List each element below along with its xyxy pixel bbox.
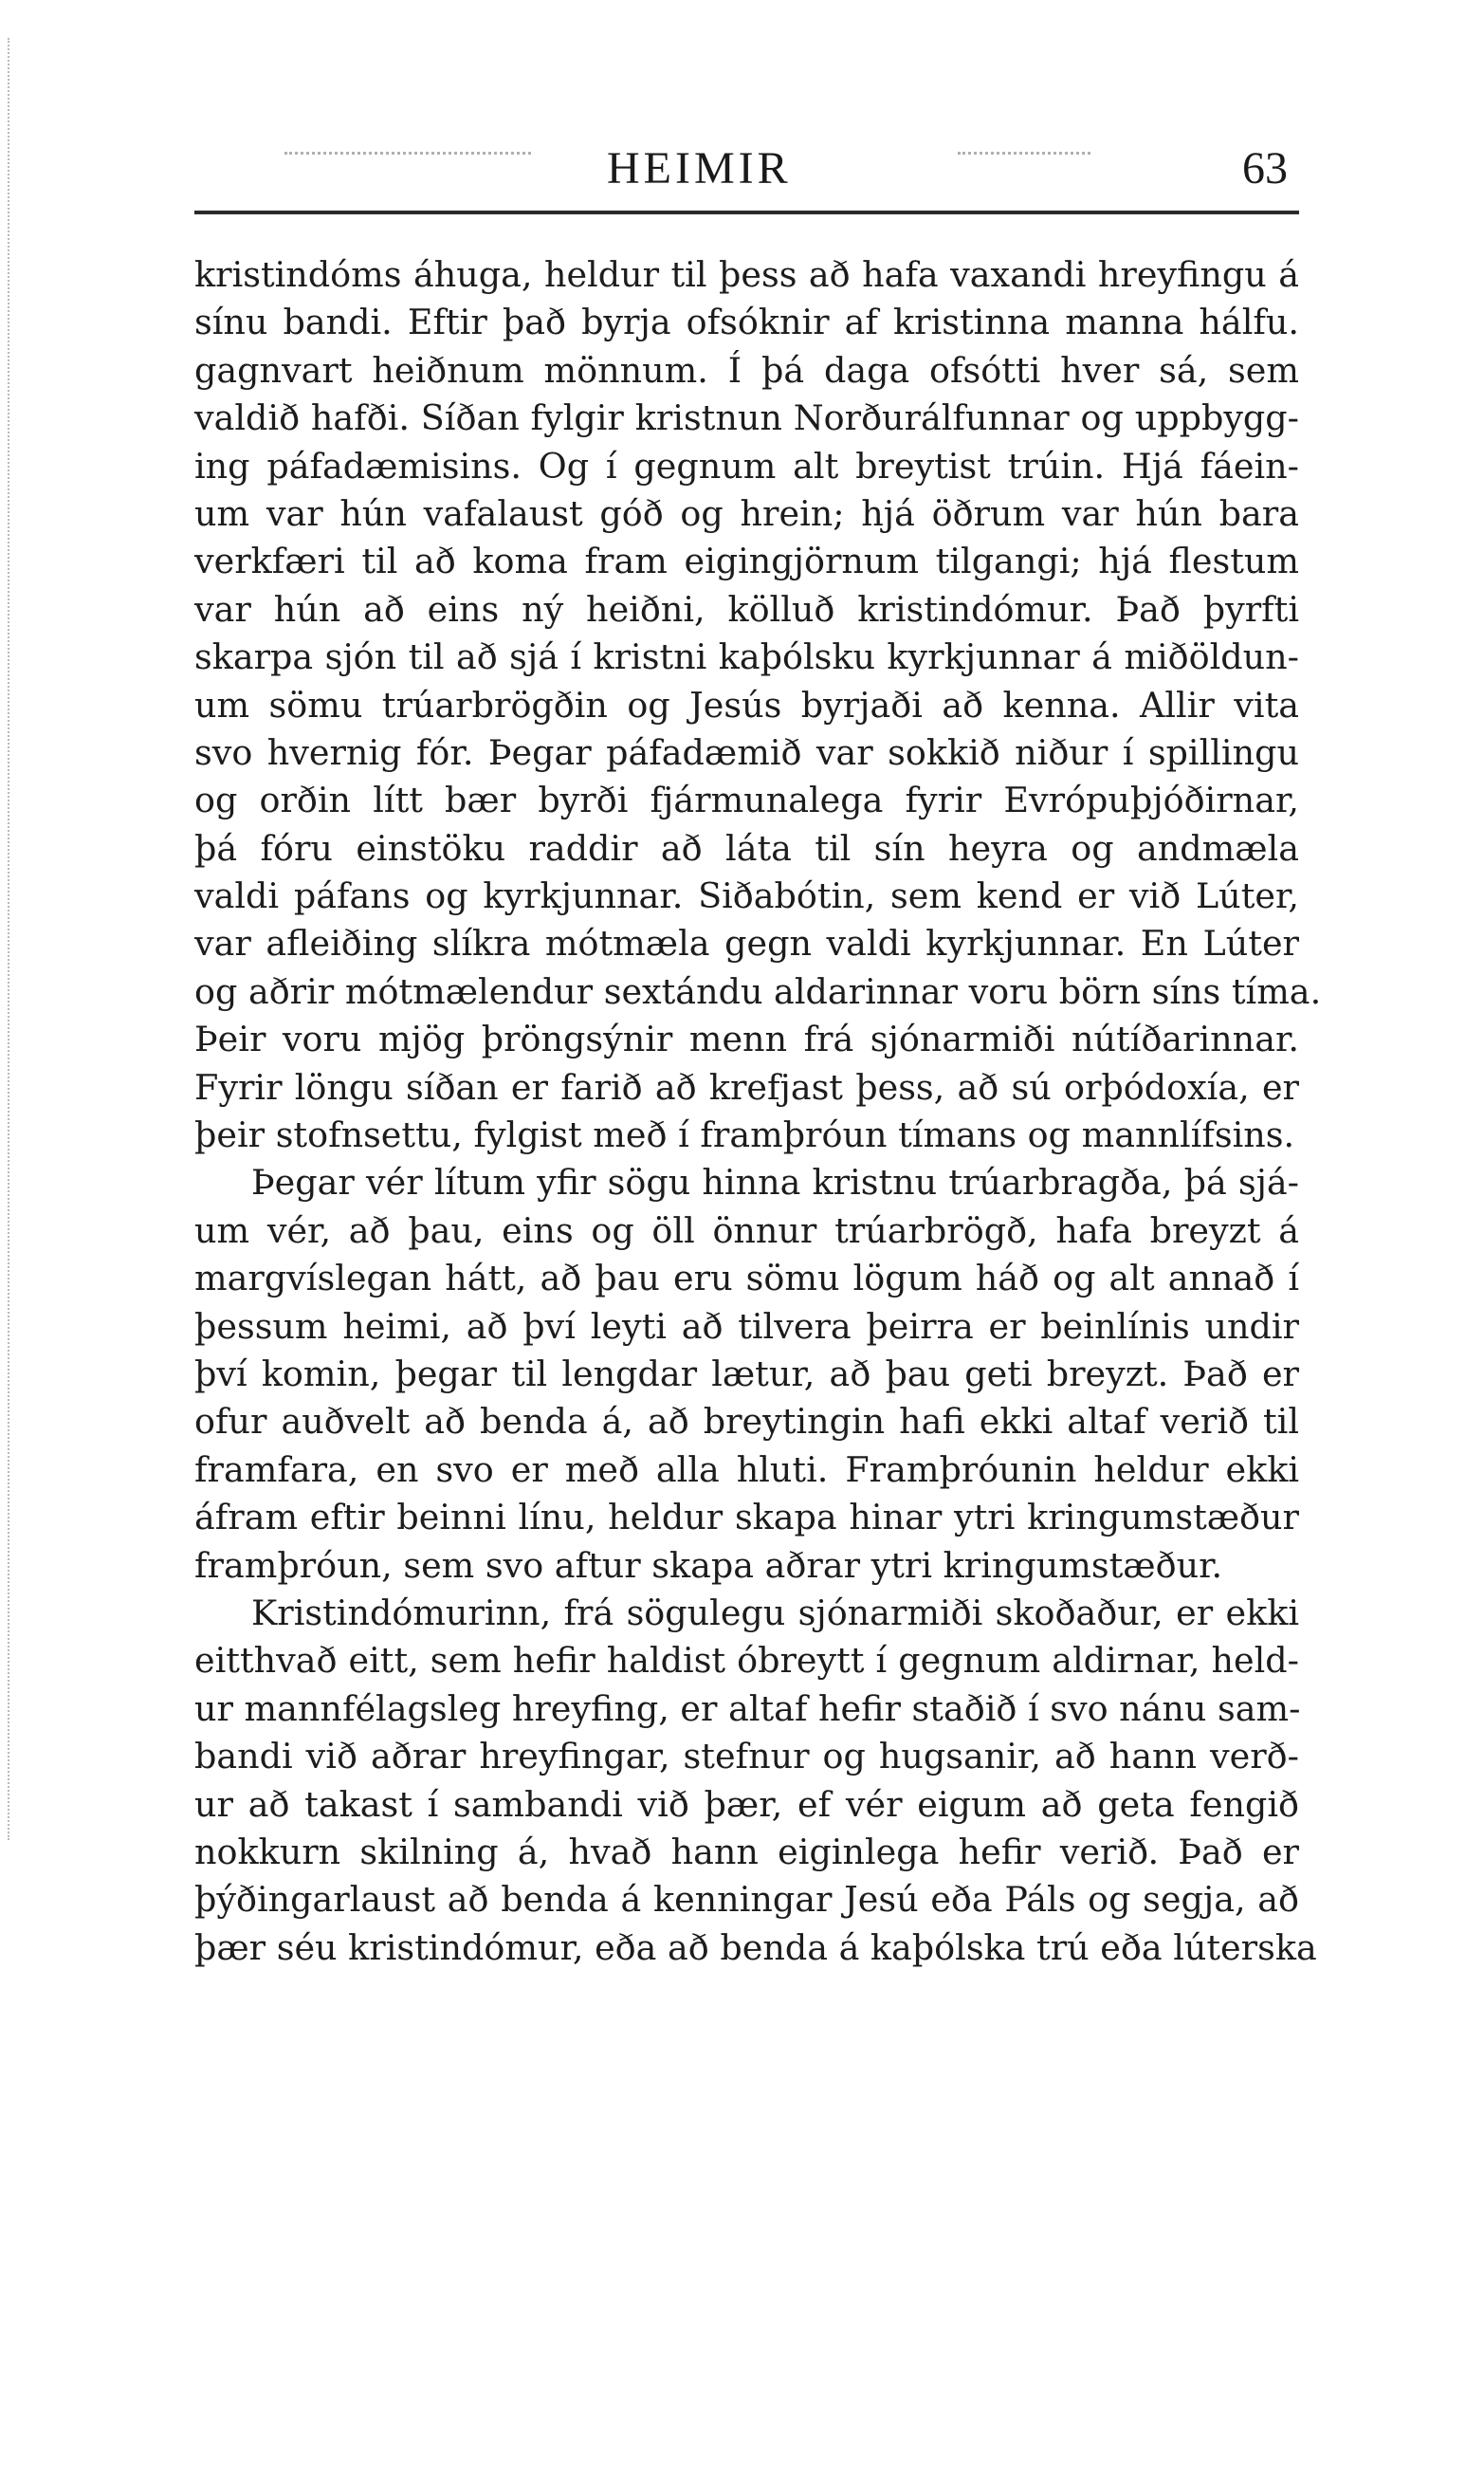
text-line: framþróun, sem svo aftur skapa aðrar ytri kringumstæður. bbox=[194, 1544, 1223, 1586]
text-line: áfram eftir beinni línu, heldur skapa hinar ytri kringumstæður bbox=[194, 1497, 1299, 1538]
text-line: og aðrir mótmælendur sextándu aldarinnar voru börn síns tíma. bbox=[194, 970, 1322, 1012]
text-line: var afleiðing slíkra mótmæla gegn valdi kyrkjunnar. En Lúter bbox=[194, 923, 1299, 965]
text-line: eitthvað eitt, sem hefir haldist óbreytt í gegnum aldirnar, held- bbox=[194, 1640, 1299, 1682]
text-line: valdið hafði. Síðan fylgir kristnun Norðurálfunnar og uppbygg- bbox=[194, 397, 1299, 439]
text-line: ur mannfélagsleg hreyfing, er altaf hefir staðið í svo nánu sam- bbox=[194, 1687, 1301, 1729]
text-line: um var hún vafalaust góð og hrein; hjá öðrum var hún bara bbox=[194, 492, 1299, 534]
text-line: og orðin lítt bær byrði fjármunalega fyrir Evrópuþjóðirnar, bbox=[194, 780, 1299, 821]
text-line: ing páfadæmisins. Og í gegnum alt breytist trúin. Hjá fáein- bbox=[194, 445, 1299, 487]
text-line: ur að takast í sambandi við þær, ef vér eigum að geta fengið bbox=[194, 1783, 1299, 1825]
text-line: nokkurn skilning á, hvað hann eiginlega hefir verið. Það er bbox=[194, 1831, 1299, 1872]
text-line: valdi páfans og kyrkjunnar. Siðabótin, sem kend er við Lúter, bbox=[194, 875, 1299, 917]
text-line: kristindóms áhuga, heldur til þess að hafa vaxandi hreyfingu á bbox=[194, 254, 1299, 295]
text-line: ofur auðvelt að benda á, að breytingin hafi ekki altaf verið til bbox=[194, 1401, 1299, 1443]
text-line: sínu bandi. Eftir það byrja ofsóknir af kristinna manna hálfu. bbox=[194, 302, 1299, 343]
page-edge-shadow bbox=[8, 38, 11, 1840]
text-line: svo hvernig fór. Þegar páfadæmið var sokkið niður í spillingu bbox=[194, 731, 1299, 773]
text-line: var hún að eins ný heiðni, kölluð kristindómur. Það þyrfti bbox=[194, 588, 1299, 630]
text-line: margvíslegan hátt, að þau eru sömu lögum háð og alt annað í bbox=[194, 1258, 1299, 1299]
text-line: því komin, þegar til lengdar lætur, að þau geti breyzt. Það er bbox=[194, 1353, 1299, 1394]
paragraph-first-line: Þegar vér lítum yfir sögu hinna kristnu trúarbragða, þá sjá- bbox=[251, 1162, 1299, 1204]
text-line: gagnvart heiðnum mönnum. Í þá daga ofsótti hver sá, sem bbox=[194, 349, 1299, 391]
text-line: skarpa sjón til að sjá í kristni kaþólsku kyrkjunnar á miðöldun- bbox=[194, 636, 1299, 678]
text-line: þeir stofnsettu, fylgist með í framþróun tímans og mannlífsins. bbox=[194, 1114, 1295, 1156]
text-line: um sömu trúarbrögðin og Jesús byrjaði að kenna. Allir vita bbox=[194, 684, 1299, 726]
text-line: Þeir voru mjög þröngsýnir menn frá sjónarmiði nútíðarinnar. bbox=[194, 1019, 1299, 1060]
text-line: framfara, en svo er með alla hluti. Framþróunin heldur ekki bbox=[194, 1448, 1299, 1490]
text-line: þá fóru einstöku raddir að láta til sín heyra og andmæla bbox=[194, 827, 1299, 869]
page-number: 63 bbox=[1242, 143, 1288, 193]
header-ornament-right bbox=[958, 152, 1090, 155]
text-line: verkfæri til að koma fram eigingjörnum tilgangi; hjá flestum bbox=[194, 541, 1299, 582]
header-rule bbox=[194, 211, 1299, 214]
text-line: Fyrir löngu síðan er farið að krefjast þess, að sú orþódoxía, er bbox=[194, 1066, 1299, 1108]
text-line: bandi við aðrar hreyfingar, stefnur og hugsanir, að hann verð- bbox=[194, 1736, 1299, 1777]
text-line: þær séu kristindómur, eða að benda á kaþólska trú eða lúterska bbox=[194, 1926, 1317, 1968]
text-line: um vér, að þau, eins og öll önnur trúarbrögð, hafa breyzt á bbox=[194, 1209, 1299, 1251]
paragraph-first-line: Kristindómurinn, frá sögulegu sjónarmiði skoðaður, er ekki bbox=[251, 1592, 1299, 1633]
text-line: þessum heimi, að því leyti að tilvera þeirra er beinlínis undir bbox=[194, 1305, 1299, 1347]
header-ornament-left bbox=[284, 152, 531, 155]
body-text bbox=[194, 251, 1322, 1972]
text-line: þýðingarlaust að benda á kenningar Jesú eða Páls og segja, að bbox=[194, 1879, 1299, 1921]
running-header-title: HEIMIR bbox=[607, 143, 792, 193]
